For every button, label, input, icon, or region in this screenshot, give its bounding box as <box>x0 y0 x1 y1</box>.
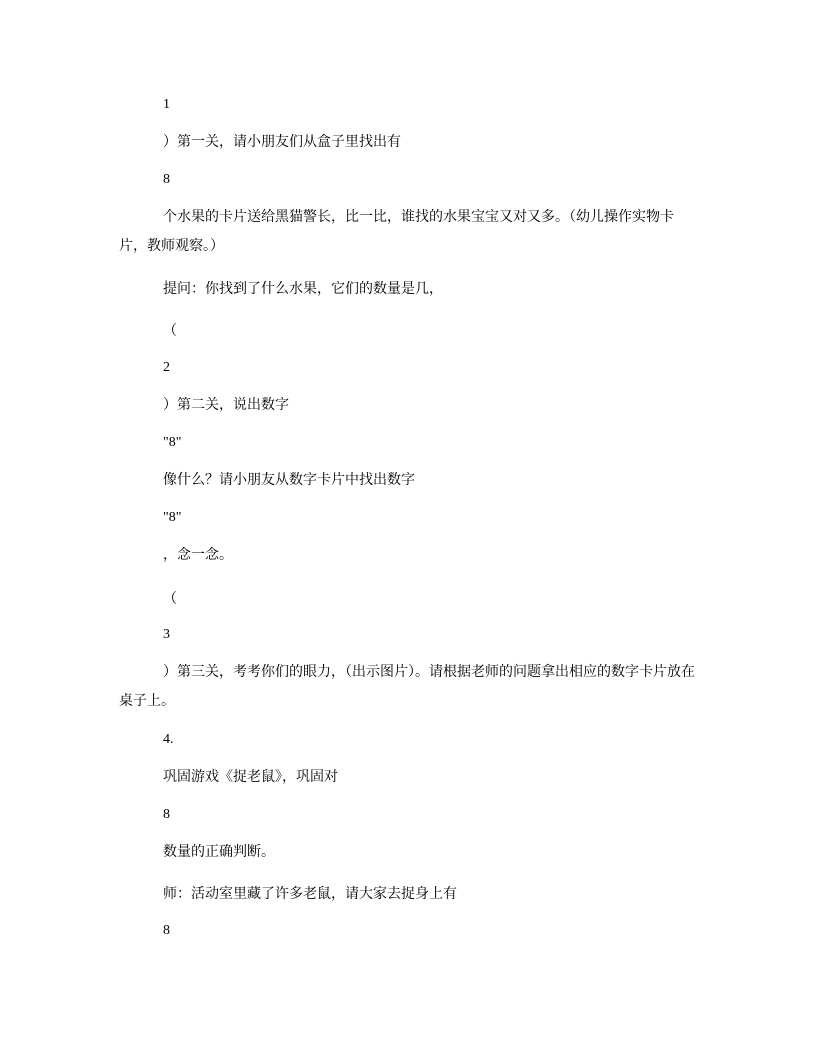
number-line: 8 <box>163 807 170 822</box>
paragraph: 个水果的卡片送给黑猫警长，比一比，谁找的水果宝宝又对又多。（幼儿操作实物卡片，教师观察。） <box>119 209 674 254</box>
paragraph: ）第三关，考考你们的眼力，（出示图片）。请根据老师的问题拿出相应的数字卡片放在桌子上。 <box>119 664 695 709</box>
text-line: ）第二关，说出数字 <box>163 397 289 413</box>
text-line: ）第一关，请小朋友们从盒子里找出有 <box>163 134 401 150</box>
number-line: 3 <box>163 627 170 642</box>
text-line: （ <box>163 591 177 607</box>
text-line: ，念一念。 <box>163 547 233 563</box>
number-line: 2 <box>163 360 170 375</box>
number-line: 8 <box>163 172 170 187</box>
number-line: 4. <box>163 732 174 747</box>
number-line: "8" <box>163 435 182 450</box>
number-line: 8 <box>163 923 170 938</box>
number-line: 1 <box>163 97 170 112</box>
text-line: 像什么？请小朋友从数字卡片中找出数字 <box>163 472 415 488</box>
text-line: 巩固游戏《捉老鼠》，巩固对 <box>163 769 338 785</box>
text-line: 提问：你找到了什么水果，它们的数量是几， <box>163 281 443 297</box>
number-line: "8" <box>163 510 182 525</box>
text-line: 数量的正确判断。 <box>163 844 275 860</box>
text-line: 师：活动室里藏了许多老鼠，请大家去捉身上有 <box>163 886 457 902</box>
text-line: （ <box>163 323 177 339</box>
